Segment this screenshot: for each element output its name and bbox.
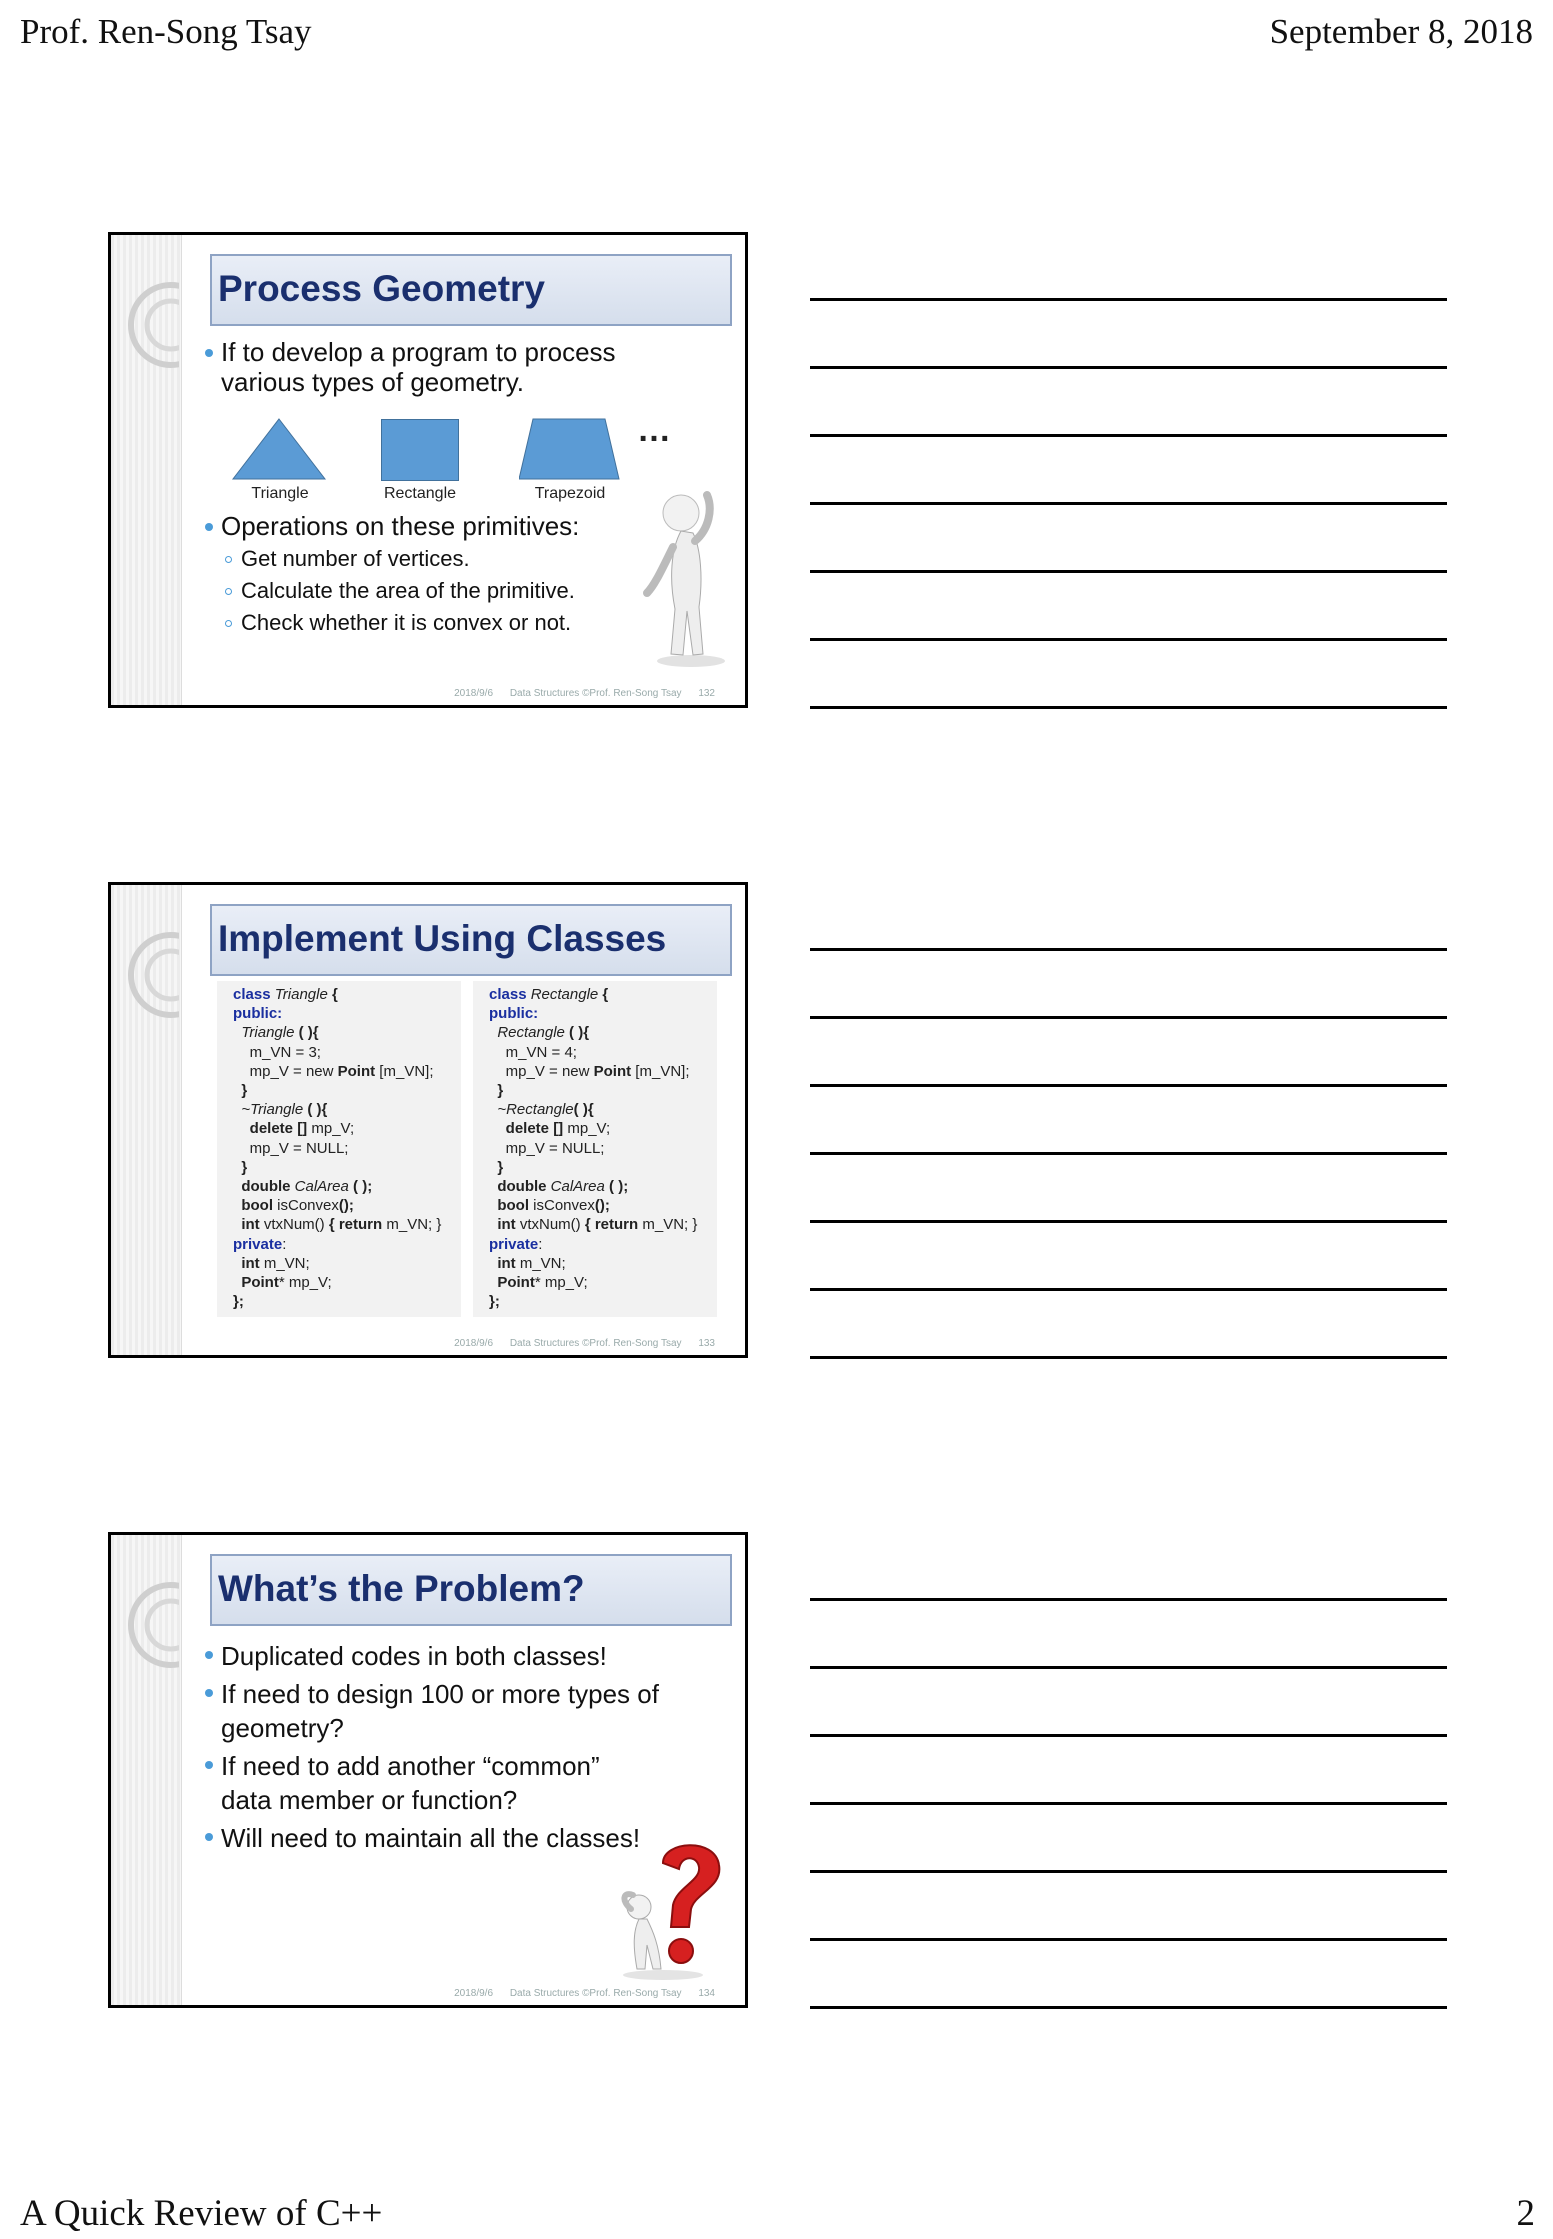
note-line (810, 1870, 1447, 1873)
slide-footer-date: 2018/9/6 (454, 688, 494, 699)
note-line (810, 1084, 1447, 1087)
code-token: Rectangle (530, 986, 599, 1003)
code-token: mp_V = new (505, 1062, 594, 1080)
code-token: { (598, 986, 609, 1003)
slide-footer-text: Data Structures ©Prof. Ren-Song Tsay (509, 1338, 682, 1349)
code-token: mp_V; (563, 1120, 611, 1138)
code-token: mp_V = NULL; (505, 1139, 605, 1157)
note-line (810, 434, 1447, 437)
code-token: } (497, 1158, 504, 1176)
bullet-text: If need to add another “common” (221, 1751, 600, 1781)
slide-footer (440, 1988, 715, 1999)
slide-sidebar-decoration (111, 885, 182, 1355)
code-line: public: (233, 1005, 283, 1023)
code-token: } (241, 1082, 248, 1100)
thinking-figure-icon (641, 489, 733, 669)
bullet-text: If to develop a program to process (221, 337, 616, 367)
code-token: private (489, 1235, 539, 1253)
note-line (810, 1598, 1447, 1601)
code-block-rectangle: class Rectangle { public: Rectangle ( ){ m_VN = 4; mp_V = new Point [m_VN]; } ~Rectangle( ){ delete [] mp_V; mp_V = NULL; } double CalArea ( ); bool isConvex(); int vtxNum() { return m_VN; } private: int m_VN; Point* mp_V; }; (473, 981, 717, 1317)
slide-whats-the-problem (108, 1532, 748, 2008)
code-token: bool (497, 1197, 529, 1215)
code-line: public: (489, 1005, 539, 1023)
triangle-shape-icon (231, 415, 331, 483)
note-line (810, 1356, 1447, 1359)
code-token: m_VN = 3; (249, 1043, 321, 1061)
code-token: m_VN; } (382, 1216, 442, 1234)
code-block-triangle: class Triangle { public: Triangle ( ){ m_VN = 3; mp_V = new Point [m_VN]; } ~Triangle ( ){ delete [] mp_V; mp_V = NULL; } double CalArea ( ); bool isConvex(); int vtxNum() { return m_VN; } private: int m_VN; Point* mp_V; }; (217, 981, 461, 1317)
slide-implement-using-classes (108, 882, 748, 1358)
code-token: { return (328, 1216, 383, 1234)
slide-footer-number: 132 (698, 688, 715, 699)
slide-process-geometry (108, 232, 748, 708)
code-token: Point (593, 1062, 632, 1080)
slide-title: Implement Using Classes (218, 918, 667, 959)
code-token: vtxNum() (259, 1216, 329, 1234)
code-token: mp_V = new (249, 1062, 338, 1080)
code-token: delete [] (249, 1120, 308, 1138)
code-token: { return (584, 1216, 639, 1234)
note-line (810, 948, 1447, 951)
code-token: Rectangle (497, 1024, 565, 1042)
code-token: int (241, 1254, 260, 1272)
code-token: ( ); (604, 1178, 629, 1196)
slide-footer-text: Data Structures ©Prof. Ren-Song Tsay (509, 688, 682, 699)
bullet-text: Operations on these primitives: (221, 511, 580, 541)
slide-footer-number: 133 (698, 1338, 715, 1349)
swirl-decoration-icon (119, 265, 179, 385)
code-token: CalArea (294, 1178, 349, 1196)
swirl-decoration-icon (119, 1565, 179, 1685)
code-token: } (241, 1158, 248, 1176)
question-mark-figure-icon (603, 1835, 733, 1981)
rectangle-shape-icon (381, 419, 459, 481)
code-token: Point (241, 1274, 279, 1292)
code-token: int (497, 1254, 516, 1272)
code-token: ( ){ (303, 1101, 328, 1119)
subbullet-text: Check whether it is convex or not. (241, 610, 572, 635)
note-line (810, 366, 1447, 369)
note-line (810, 298, 1447, 301)
note-line (810, 1802, 1447, 1805)
code-token: int (241, 1216, 260, 1234)
code-token: * mp_V; (534, 1274, 588, 1292)
note-line (810, 2006, 1447, 2009)
code-token: m_VN; (259, 1254, 310, 1272)
bullet-text: Duplicated codes in both classes! (221, 1641, 607, 1671)
code-line: }; (233, 1293, 244, 1311)
code-token: mp_V = NULL; (249, 1139, 349, 1157)
slide-footer (440, 1338, 715, 1349)
code-token: Triangle (274, 986, 328, 1003)
page-number: 2 (1516, 2193, 1535, 2234)
code-token: m_VN; } (638, 1216, 698, 1234)
code-token: Point (497, 1274, 535, 1292)
note-line (810, 1734, 1447, 1737)
code-token: (); (594, 1197, 610, 1215)
code-token: bool (241, 1197, 273, 1215)
bullet-text-continued: data member or function? (221, 1785, 518, 1815)
bullet-text-continued: various types of geometry. (221, 367, 524, 397)
code-token: class (489, 986, 527, 1003)
code-token: ( ){ (294, 1024, 319, 1042)
code-token: Point (337, 1062, 376, 1080)
subbullet-text: Get number of vertices. (241, 546, 470, 571)
slide-title-bar (210, 254, 732, 326)
page-header-author: Prof. Ren-Song Tsay (20, 12, 312, 51)
code-token: CalArea (550, 1178, 605, 1196)
code-token: [m_VN]; (631, 1062, 690, 1080)
slide-title: What’s the Problem? (218, 1568, 585, 1609)
slide-footer-number: 134 (698, 1988, 715, 1999)
code-token: ~Triangle (241, 1101, 304, 1119)
note-line (810, 706, 1447, 709)
code-token: m_VN; (515, 1254, 566, 1272)
code-token: m_VN = 4; (505, 1043, 577, 1061)
code-token: mp_V; (307, 1120, 355, 1138)
note-line (810, 1220, 1447, 1223)
bullet-text: Will need to maintain all the classes! (221, 1823, 641, 1853)
code-token: (); (338, 1197, 354, 1215)
bullet-text: If need to design 100 or more types of (221, 1679, 659, 1709)
subbullet-text: Calculate the area of the primitive. (241, 578, 575, 603)
shape-label-triangle: Triangle (251, 485, 309, 502)
slide-footer-date: 2018/9/6 (454, 1988, 494, 1999)
code-token: } (497, 1082, 504, 1100)
code-token: ~Rectangle (497, 1101, 574, 1119)
code-token: delete [] (505, 1120, 564, 1138)
ellipsis-text: … (637, 411, 671, 449)
note-line (810, 1016, 1447, 1019)
code-token: { (327, 986, 338, 1003)
note-line (810, 638, 1447, 641)
code-token: ( ); (348, 1178, 373, 1196)
swirl-decoration-icon (119, 915, 179, 1035)
note-line (810, 1152, 1447, 1155)
slide-title-bar (210, 904, 732, 976)
slide-footer-date: 2018/9/6 (454, 1338, 494, 1349)
note-line (810, 1666, 1447, 1669)
slide-footer-text: Data Structures ©Prof. Ren-Song Tsay (509, 1988, 682, 1999)
code-token: [m_VN]; (375, 1062, 434, 1080)
code-token: private (233, 1235, 283, 1253)
note-line (810, 570, 1447, 573)
slide-sidebar-decoration (111, 235, 182, 705)
code-token: * mp_V; (278, 1274, 332, 1292)
code-token: isConvex (529, 1197, 595, 1215)
shape-label-trapezoid: Trapezoid (534, 485, 606, 502)
trapezoid-shape-icon (519, 415, 623, 483)
note-line (810, 1938, 1447, 1941)
code-token: Triangle (241, 1024, 295, 1042)
note-line (810, 502, 1447, 505)
code-token: double (497, 1178, 551, 1196)
code-line: }; (489, 1293, 500, 1311)
slide-title: Process Geometry (218, 268, 546, 309)
page-footer-title: A Quick Review of C++ (20, 2193, 383, 2234)
slide-title-bar (210, 1554, 732, 1626)
code-token: ( ){ (564, 1024, 590, 1042)
code-token: vtxNum() (515, 1216, 585, 1234)
code-token: ( ){ (573, 1101, 594, 1119)
shape-label-rectangle: Rectangle (383, 485, 457, 502)
note-line (810, 1288, 1447, 1291)
slide-footer (440, 688, 715, 699)
code-token: isConvex (273, 1197, 339, 1215)
code-token: double (241, 1178, 295, 1196)
bullet-text-continued: geometry? (221, 1713, 344, 1743)
slide-sidebar-decoration (111, 1535, 182, 2005)
code-token: class (233, 986, 271, 1003)
code-token: int (497, 1216, 516, 1234)
page-header-date: September 8, 2018 (1269, 12, 1533, 51)
